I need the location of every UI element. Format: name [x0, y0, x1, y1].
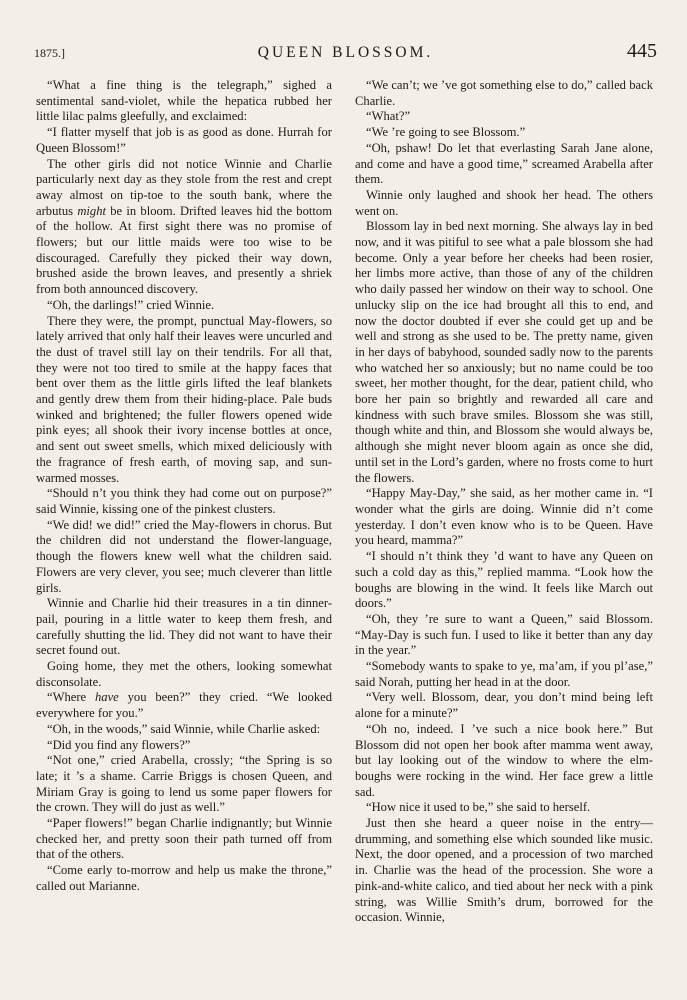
paragraph: “Very well. Blossom, dear, you don’t mind being left alone for a minute?” — [355, 690, 653, 721]
paragraph: The other girls did not notice Winnie and Charlie particularly next day as they stole from the rest and crept away almost on tip-toe to the south bank, where the arbutus might be in bloom. Drifted leaves hid the bottom of the hollow. At first sight there was no promise of flowers; but our little maids were too wise to be discouraged. Carefully they picked their way down, brushed aside the brown leaves, and presently a shriek from both announced discovery. — [36, 156, 332, 297]
paragraph: “Where have you been?” they cried. “We looked everywhere for you.” — [36, 690, 332, 721]
paragraph: “What?” — [366, 109, 411, 124]
running-header — [34, 40, 657, 68]
paragraph: There they were, the prompt, punctual May-flowers, so lately arrived that only half their leaves were uncurled and the dust of travel still lay on their tendrils. For all that, they were not too tired to smile at the happy faces that bent over them as the little girls lifted the leaf blankets and gently drew them from their hiding-place. Pale buds winked and brightened; the fuller flowers opened wide pink eyes; all shook their ivory incense bottles at once, and sent out sweet smells, which mixed deliciously with the fragrance of fresh earth, of moving sap, and sun-warmed mosses. — [36, 313, 332, 485]
paragraph: Blossom lay in bed next morning. She always lay in bed now, and it was pitiful to see what a pale blossom she had become. Only a year before her cheeks had been rosier, her limbs more active, than those of any of the children who daily passed her window on their way to school. One unlucky slip on the ice had brought all this to end, and now the doctor doubted if ever she could get up and be well and strong as she used to be. The pretty name, given in her days of babyhood, sounded sadly now to the parents who watched her so anxiously; but no name could be too sweet, her mother thought, for the dear, patient child, who bore her pain so brightly and rewarded all care and kindness with such brave smiles. Blossom she was still, though white and thin, and Blossom she would always be, although she might never bloom again as once she did, until set in the Lord’s garden, where no frosts come to hurt the flowers. — [355, 219, 653, 485]
paragraph: “Paper flowers!” began Charlie indignantly; but Winnie checked her, and pretty soon their path turned off from that of the others. — [36, 816, 332, 862]
paragraph: “Come early to-morrow and help us make the throne,” called out Marianne. — [36, 863, 332, 893]
paragraph: “Happy May-Day,” she said, as her mother came in. “I wonder what the girls are doing. Winnie did n’t come yesterday. I don’t even know who is to be Queen. Have you heard, mamma?” — [355, 486, 653, 548]
header-year: 1875.] — [34, 46, 65, 60]
paragraph: “Oh, in the woods,” said Winnie, while Charlie asked: — [47, 721, 321, 736]
paragraph: Going home, they met the others, looking somewhat disconsolate. — [36, 659, 332, 689]
paragraph: Winnie and Charlie hid their treasures in a tin dinner-pail, pouring in a little water to keep them fresh, and carefully shutting the lid. They did not want to have their secret found out. — [36, 596, 332, 658]
paragraph: “I flatter myself that job is as good as done. Hurrah for Queen Blossom!” — [36, 125, 332, 155]
paragraph: “Should n’t you think they had come out on purpose?” said Winnie, kissing one of the pinkest clusters. — [36, 486, 332, 516]
header-title: QUEEN BLOSSOM. — [257, 44, 434, 61]
right-column — [355, 78, 653, 926]
page-number: 445 — [627, 40, 657, 62]
paragraph: “We ’re going to see Blossom.” — [366, 125, 526, 140]
paragraph: “Oh, pshaw! Do let that everlasting Sarah Jane alone, and come and have a good time,” screamed Arabella after them. — [355, 140, 653, 187]
paragraph: “Oh no, indeed. I ’ve such a nice book here.” But Blossom did not open her book after mamma went away, but lay looking out of the window to where the elm-boughs were rocking in the wind. Her face grew a little sad. — [355, 721, 653, 799]
paragraph: “I should n’t think they ’d want to have any Queen on such a cold day as this,” replied mamma. “Look how the boughs are blowing in the wind. It feels like March out doors.” — [355, 549, 653, 611]
left-column — [36, 78, 332, 895]
paragraph: “We did! we did!” cried the May-flowers in chorus. But the children did not understand the flower-language, though the flowers knew well what the children said. Flowers are very clever, you see; much cleverer than little girls. — [36, 517, 332, 595]
paragraph: “What a fine thing is the telegraph,” sighed a sentimental sand-violet, while the hepatica rubbed her little lilac palms gleefully, and exclaimed: — [36, 78, 332, 124]
paragraph: Just then she heard a queer noise in the entry—drumming, and something else which sounded like music. Next, the door opened, and a procession of two marched in. Charlie was the head of the procession. She wore a pink-and-white calico, and tied about her neck with a pink string, was Willie Smith’s drum, borrowed for the occasion. Winnie, — [355, 816, 653, 925]
paragraph: “How nice it used to be,” she said to herself. — [366, 800, 591, 815]
paragraph: “Somebody wants to spake to ye, ma’am, if you pl’ase,” said Norah, putting her head in at the door. — [355, 659, 653, 689]
paragraph: “Not one,” cried Arabella, crossly; “the Spring is so late; it ’s a shame. Carrie Briggs is chosen Queen, and Miriam Gray is going to lend us some paper flowers for the crown. They will do just as well.” — [36, 753, 332, 815]
paragraph: “Oh, they ’re sure to want a Queen,” said Blossom. “May-Day is such fun. I used to like it better than any day in the year.” — [355, 611, 653, 658]
paragraph: “We can’t; we ’ve got something else to do,” called back Charlie. — [355, 78, 653, 108]
paragraph: “Oh, the darlings!” cried Winnie. — [47, 297, 215, 312]
paragraph: Winnie only laughed and shook her head. The others went on. — [355, 187, 653, 218]
paragraph: “Did you find any flowers?” — [47, 737, 191, 752]
